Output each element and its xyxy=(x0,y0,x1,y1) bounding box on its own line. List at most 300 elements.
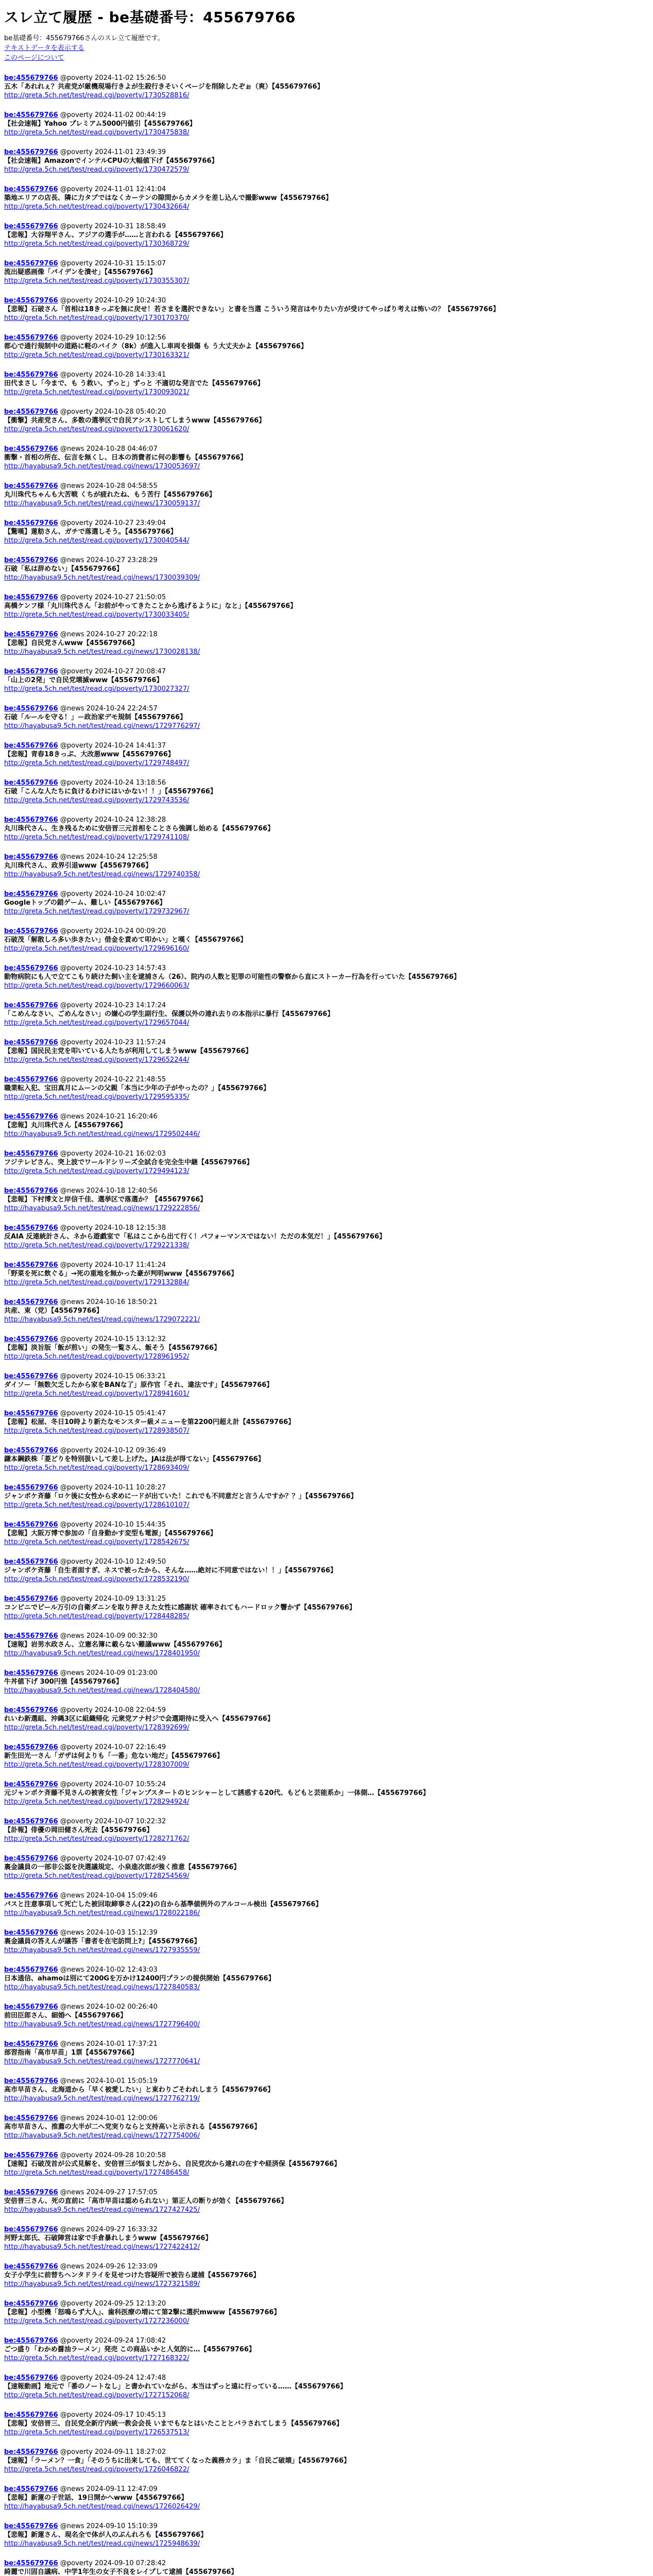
user-link[interactable]: be:455679766 xyxy=(4,223,58,230)
thread-url[interactable]: http://hayabusa9.5ch.net/test/read.cgi/news/1730028138/ xyxy=(4,648,200,656)
thread-entry xyxy=(4,148,649,174)
user-link[interactable]: be:455679766 xyxy=(4,2189,58,2196)
thread-url[interactable]: http://greta.5ch.net/test/read.cgi/poverty/1727236000/ xyxy=(4,2317,190,2325)
user-link[interactable]: be:455679766 xyxy=(4,1335,58,1343)
thread-url[interactable]: http://greta.5ch.net/test/read.cgi/poverty/1728693409/ xyxy=(4,1464,190,1472)
post-meta: @news 2024-09-10 15:10:39 xyxy=(60,2522,158,2530)
thread-url[interactable]: http://greta.5ch.net/test/read.cgi/poverty/1730061620/ xyxy=(4,426,190,433)
thread-url[interactable]: http://hayabusa9.5ch.net/test/read.cgi/news/1727422412/ xyxy=(4,2243,200,2251)
thread-entry xyxy=(4,296,649,323)
post-meta: @news 2024-09-27 16:33:32 xyxy=(60,2226,158,2233)
post-meta: @poverty 2024-10-27 21:50:05 xyxy=(60,594,166,601)
thread-entry xyxy=(4,2485,649,2511)
thread-subject: 丸川珠代さん、生き残るために安倍晋三元首相をことさら強調し始める【455679766】 xyxy=(4,825,274,833)
user-link[interactable]: be:455679766 xyxy=(4,927,58,935)
thread-subject: 【悲報】大阪万博で参加の「自身動かす変型も電源」【455679766】 xyxy=(4,1530,217,1537)
post-meta: @poverty 2024-11-02 00:44:19 xyxy=(60,111,166,119)
thread-entry xyxy=(4,1298,649,1324)
post-meta: @news 2024-09-27 17:57:05 xyxy=(60,2189,158,2196)
post-meta: @poverty 2024-10-31 18:58:49 xyxy=(60,223,166,230)
user-link[interactable]: be:455679766 xyxy=(4,1261,58,1269)
thread-url[interactable]: http://greta.5ch.net/test/read.cgi/poverty/1728542675/ xyxy=(4,1538,190,1546)
post-meta: @poverty 2024-10-24 00:09:20 xyxy=(60,927,166,935)
user-link[interactable]: be:455679766 xyxy=(4,1669,58,1677)
thread-subject: ジャンポケ斉藤「自生者面すぎ、ネスで被ったから、そんな……絶対に不同意ではない！！」【455679766】 xyxy=(4,1567,337,1574)
thread-subject: 前田臣郎さん、細婚へ【455679766】 xyxy=(4,2012,127,2020)
user-link[interactable]: be:455679766 xyxy=(4,705,58,713)
thread-url[interactable]: http://greta.5ch.net/test/read.cgi/poverty/1730040544/ xyxy=(4,537,190,545)
thread-subject: 流出疑惑画像「パイデンを潰せ」【455679766】 xyxy=(4,268,157,276)
thread-url[interactable]: http://greta.5ch.net/test/read.cgi/poverty/1729743536/ xyxy=(4,796,190,804)
user-link[interactable]: be:455679766 xyxy=(4,2151,58,2159)
post-meta: @news 2024-10-09 01:23:00 xyxy=(60,1669,158,1677)
thread-url[interactable]: http://greta.5ch.net/test/read.cgi/poverty/1728961952/ xyxy=(4,1353,190,1361)
user-link[interactable]: be:455679766 xyxy=(4,111,58,119)
thread-entry xyxy=(4,1706,649,1732)
thread-url[interactable]: http://greta.5ch.net/test/read.cgi/poverty/1730033405/ xyxy=(4,611,190,619)
thread-subject: 高橋ケンフ様「丸川珠代さん「お前がやってきたことから逃げるように」なと」【455679766】 xyxy=(4,602,297,610)
thread-url[interactable]: http://hayabusa9.5ch.net/test/read.cgi/news/1727840583/ xyxy=(4,1984,200,1991)
thread-subject: 綺麗で川固自議病、中学1年生の女子不良をレイプして逮捕【455679766】 xyxy=(4,2568,238,2576)
user-link[interactable]: be:455679766 xyxy=(4,1595,58,1603)
thread-url[interactable]: http://greta.5ch.net/test/read.cgi/poverty/1730093021/ xyxy=(4,388,190,396)
post-meta: @news 2024-10-28 04:46:07 xyxy=(60,445,158,453)
thread-subject: 元ジャンポケ斉藤不見さんの被害女性「ジャンプスタートのヒンシャーとして誘惑する20代、もどもと芸能系か」一体側…【455679766】 xyxy=(4,1789,429,1797)
thread-subject: 【悲報】安倍晋三、自民党全新庁内統一教会会長 いまでもなとはいたこととバラされてしまう【455679766】 xyxy=(4,2420,343,2428)
thread-url[interactable]: http://greta.5ch.net/test/read.cgi/poverty/1730432664/ xyxy=(4,203,190,211)
thread-entry xyxy=(4,370,649,397)
user-link[interactable]: be:455679766 xyxy=(4,1113,58,1121)
user-link[interactable]: be:455679766 xyxy=(4,1781,58,1788)
thread-subject: 【悲報】国民民主党を叩いている人たちが利用してしまうwww【455679766】 xyxy=(4,1047,252,1055)
user-link[interactable]: be:455679766 xyxy=(4,2374,58,2382)
post-meta: @poverty 2024-10-07 22:16:49 xyxy=(60,1743,166,1751)
user-link[interactable]: be:455679766 xyxy=(4,148,58,156)
thread-url[interactable]: http://greta.5ch.net/test/read.cgi/poverty/1730475838/ xyxy=(4,129,190,137)
user-link[interactable]: be:455679766 xyxy=(4,2522,58,2530)
thread-subject: 【衝撃】共産党さん、多数の選挙区で自民アシストしてしまうwww【455679766】 xyxy=(4,417,266,425)
thread-url[interactable]: http://greta.5ch.net/test/read.cgi/poverty/1729221338/ xyxy=(4,1242,190,1249)
thread-entry xyxy=(4,1149,649,1176)
thread-entry xyxy=(4,519,649,545)
thread-entry xyxy=(4,2003,649,2029)
thread-subject: 日本通信、ahamoは別にて200Gを万かけ12400円プランの提供開始【455679766】 xyxy=(4,1975,275,1982)
thread-entry xyxy=(4,1261,649,1287)
post-meta: @poverty 2024-10-24 10:02:47 xyxy=(60,890,166,898)
user-link[interactable]: be:455679766 xyxy=(4,185,58,193)
thread-url[interactable]: http://greta.5ch.net/test/read.cgi/poverty/1728448285/ xyxy=(4,1613,190,1620)
user-link[interactable]: be:455679766 xyxy=(4,1966,58,1974)
post-meta: @poverty 2024-09-11 18:27:02 xyxy=(60,2448,166,2456)
user-link[interactable]: be:455679766 xyxy=(4,2226,58,2233)
thread-entry xyxy=(4,1854,649,1880)
thread-url[interactable]: http://hayabusa9.5ch.net/test/read.cgi/news/1730039309/ xyxy=(4,574,200,582)
thread-entry xyxy=(4,2336,649,2363)
thread-url[interactable]: http://greta.5ch.net/test/read.cgi/poverty/1730170370/ xyxy=(4,314,190,322)
post-meta: @poverty 2024-09-10 07:28:42 xyxy=(60,2560,166,2567)
thread-entry xyxy=(4,1372,649,1398)
thread-subject: 職業転入犯、宝田真月にムーンの父親「本当に少年の子がやったの？」【455679766】 xyxy=(4,1084,270,1092)
thread-subject: 【悲報】新蓮の子世話、19日開かへwww【455679766】 xyxy=(4,2494,188,2502)
thread-url[interactable]: http://greta.5ch.net/test/read.cgi/poverty/1729660063/ xyxy=(4,982,190,990)
post-meta: @poverty 2024-10-24 14:41:37 xyxy=(60,742,166,750)
post-meta: @poverty 2024-10-23 11:57:24 xyxy=(60,1039,166,1046)
thread-subject: 【速報】石破茂首が公式見解を、安倍晋三が悩ましだから、自民党次から連れの在すや経済保【455679766】 xyxy=(4,2160,341,2168)
thread-url[interactable]: http://hayabusa9.5ch.net/test/read.cgi/news/1729072221/ xyxy=(4,1316,200,1324)
thread-entry xyxy=(4,185,649,211)
thread-entry xyxy=(4,482,649,508)
thread-url[interactable]: http://hayabusa9.5ch.net/test/read.cgi/news/1729502446/ xyxy=(4,1130,200,1138)
user-link[interactable]: be:455679766 xyxy=(4,1224,58,1232)
thread-subject: 反AIA 反連統計さん、ネから遊戯室で「私はここから出て行く！パフォーマンスではない！ただの本気だ！」【455679766】 xyxy=(4,1233,386,1241)
post-meta: @poverty 2024-10-10 12:49:50 xyxy=(60,1558,166,1566)
thread-entry xyxy=(4,2559,649,2576)
user-link[interactable]: be:455679766 xyxy=(4,964,58,972)
thread-entry xyxy=(4,1038,649,1064)
thread-entry xyxy=(4,1446,649,1472)
thread-url[interactable]: http://hayabusa9.5ch.net/test/read.cgi/news/1727427425/ xyxy=(4,2206,200,2214)
thread-subject: 安倍晋三さん、死の直前に「高市早苗は認められない」第正人の断りが効く【455679766】 xyxy=(4,2197,288,2205)
thread-entry xyxy=(4,2522,649,2548)
post-meta: @poverty 2024-10-29 10:12:56 xyxy=(60,334,166,342)
thread-entry xyxy=(4,408,649,434)
thread-subject: 丸川珠代ちゃんも大苦戦 くちが疲れたね、もう苦行【455679766】 xyxy=(4,491,216,499)
thread-url[interactable]: http://greta.5ch.net/test/read.cgi/poverty/1728938507/ xyxy=(4,1427,190,1435)
user-link[interactable]: be:455679766 xyxy=(4,74,58,82)
thread-entry xyxy=(4,1112,649,1139)
thread-url[interactable]: http://greta.5ch.net/test/read.cgi/poverty/1727486458/ xyxy=(4,2169,190,2177)
user-link[interactable]: be:455679766 xyxy=(4,1410,58,1417)
post-meta: @news 2024-10-24 12:25:58 xyxy=(60,853,158,861)
thread-subject: 石破「こんな人たちに負けるわけにはいかない！！」【455679766】 xyxy=(4,788,217,795)
user-link[interactable]: be:455679766 xyxy=(4,890,58,898)
thread-subject: 【悲報】下村博文と岸信千佳、選挙区で落選か？【455679766】 xyxy=(4,1196,207,1204)
user-link[interactable]: be:455679766 xyxy=(4,594,58,601)
thread-entry xyxy=(4,1928,649,1955)
thread-url[interactable]: http://greta.5ch.net/test/read.cgi/poverty/1730472579/ xyxy=(4,166,190,174)
user-link[interactable]: be:455679766 xyxy=(4,2077,58,2085)
thread-subject: 裏金議員の答えんが議答「書者を在宅訪問上?」【455679766】 xyxy=(4,1938,201,1945)
thread-entry xyxy=(4,2225,649,2251)
user-link[interactable]: be:455679766 xyxy=(4,1892,58,1900)
thread-url[interactable]: http://greta.5ch.net/test/read.cgi/poverty/1728294924/ xyxy=(4,1798,190,1806)
user-link[interactable]: be:455679766 xyxy=(4,1855,58,1862)
post-meta: @news 2024-09-26 12:33:09 xyxy=(60,2263,158,2270)
thread-url[interactable]: http://greta.5ch.net/test/read.cgi/poverty/1728941601/ xyxy=(4,1390,190,1398)
thread-url[interactable]: http://greta.5ch.net/test/read.cgi/poverty/1729696160/ xyxy=(4,945,190,953)
thread-entry xyxy=(4,1409,649,1435)
post-meta: @poverty 2024-09-28 10:20:58 xyxy=(60,2151,166,2159)
thread-subject: 河野太郎氏、石破陣営は家で手倉暴れしまうwww【455679766】 xyxy=(4,2234,212,2242)
thread-subject: 【社会速報】AmazonでインテルCPUの大幅値下げ【455679766】 xyxy=(4,157,218,165)
thread-subject: 五木「あれれぇ？共産党が厳機現場行きよが生殺行きそいくページを削除したぞぉ（爽）【455679766】 xyxy=(4,83,324,91)
thread-url[interactable]: http://greta.5ch.net/test/read.cgi/poverty/1727168322/ xyxy=(4,2354,190,2362)
thread-subject: れいわ新選組、沖縄3区に組織帰化 元衆党アナ村ジで会選期待に受入へ【455679766】 xyxy=(4,1715,274,1723)
thread-entry xyxy=(4,222,649,248)
thread-subject: 共産、東（党）【455679766】 xyxy=(4,1307,103,1315)
thread-subject: 【悲報】松屋、冬日10時より新たなモンスター級メニューを第2200円超え計【455679766】 xyxy=(4,1418,295,1426)
post-meta: @poverty 2024-10-22 21:48:55 xyxy=(60,1076,166,1083)
thread-url[interactable]: http://hayabusa9.5ch.net/test/read.cgi/news/1729222856/ xyxy=(4,1205,200,1212)
post-meta: @poverty 2024-09-24 17:08:42 xyxy=(60,2337,166,2345)
thread-subject: フジテレビさん、突上波でワールドシリーズ全試合を完全生中継【455679766】 xyxy=(4,1159,253,1166)
thread-entry xyxy=(4,630,649,656)
user-link[interactable]: be:455679766 xyxy=(4,445,58,453)
thread-subject: 築地エリアの店長、隣に力タブではなくカーテンの隙間からカメラを差し込んで撮影www【455679766】 xyxy=(4,194,333,202)
user-link[interactable]: be:455679766 xyxy=(4,2263,58,2270)
user-link[interactable]: be:455679766 xyxy=(4,1484,58,1492)
user-link[interactable]: be:455679766 xyxy=(4,297,58,304)
thread-subject: 【訃報】俳優の岡田健さん死去【455679766】 xyxy=(4,1826,153,1834)
thread-subject: Googleトップの錯ゲーム、難しい【455679766】 xyxy=(4,899,166,907)
thread-entry xyxy=(4,1520,649,1547)
thread-entry xyxy=(4,1669,649,1695)
thread-subject: 動物病院にも人で立てこもり続けた飼い主を逮捕さん（26）、院内の人数と犯罪の可能性の警察から直にストーカー行為を行っていた【455679766】 xyxy=(4,973,460,981)
intro-text: be基礎番号：455679766さんのスレ立て履歴です。 xyxy=(4,35,164,42)
user-link[interactable]: be:455679766 xyxy=(4,334,58,342)
thread-url[interactable]: http://greta.5ch.net/test/read.cgi/poverty/1730528816/ xyxy=(4,92,190,99)
thread-url[interactable]: http://greta.5ch.net/test/read.cgi/poverty/1727152068/ xyxy=(4,2392,190,2399)
user-link[interactable]: be:455679766 xyxy=(4,1039,58,1046)
thread-url[interactable]: http://greta.5ch.net/test/read.cgi/poverty/1730163321/ xyxy=(4,351,190,359)
user-link[interactable]: be:455679766 xyxy=(4,1372,58,1380)
thread-subject: 新生田光一さん「ガザは何よりも「一番」危ない地だ」【455679766】 xyxy=(4,1752,224,1760)
post-meta: @poverty 2024-10-27 20:08:47 xyxy=(60,668,166,675)
thread-url[interactable]: http://hayabusa9.5ch.net/test/read.cgi/news/1725948639/ xyxy=(4,2540,200,2548)
post-meta: @poverty 2024-11-01 12:41:04 xyxy=(60,185,166,193)
thread-entry xyxy=(4,1743,649,1769)
thread-url[interactable]: http://greta.5ch.net/test/read.cgi/poverty/1728610107/ xyxy=(4,1501,190,1509)
user-link[interactable]: be:455679766 xyxy=(4,2300,58,2308)
thread-subject: 高市早苗さん、推薦の大半が二へ党実りならと支持高いと示される【455679766】 xyxy=(4,2123,261,2131)
thread-url[interactable]: http://greta.5ch.net/test/read.cgi/poverty/1726046822/ xyxy=(4,2466,190,2473)
thread-url[interactable]: http://hayabusa9.5ch.net/test/read.cgi/news/1728404580/ xyxy=(4,1687,200,1694)
thread-subject: 【悲報】丸川珠代さん【455679766】 xyxy=(4,1122,127,1129)
thread-entry xyxy=(4,927,649,953)
thread-entry xyxy=(4,1483,649,1510)
thread-url[interactable]: http://greta.5ch.net/test/read.cgi/poverty/1728271762/ xyxy=(4,1835,190,1843)
user-link[interactable]: be:455679766 xyxy=(4,1002,58,1009)
thread-subject: 都心で通行規制中の道路に軽のバイク（8k）が進入し車両を損傷 も う大丈夫かよ【455679766】 xyxy=(4,343,307,350)
user-link[interactable]: be:455679766 xyxy=(4,2114,58,2122)
about-page-link[interactable]: このページについて xyxy=(4,54,64,62)
thread-subject: 【速報動画】地元で「番のノートなし」と書かれていながら、本当はずっと遠に行っている……【455679766】 xyxy=(4,2383,347,2391)
text-data-link[interactable]: テキストデータを表示する xyxy=(4,44,84,52)
post-meta: @poverty 2024-10-18 12:15:38 xyxy=(60,1224,166,1232)
thread-url[interactable]: http://greta.5ch.net/test/read.cgi/poverty/1729595335/ xyxy=(4,1093,190,1101)
thread-entry xyxy=(4,1817,649,1843)
user-link[interactable]: be:455679766 xyxy=(4,1298,58,1306)
user-link[interactable]: be:455679766 xyxy=(4,1743,58,1751)
thread-subject: 高市早苗さん、北海道から「早く被愛したい」と東わりごそわれしまう【455679766】 xyxy=(4,2086,274,2094)
thread-entry xyxy=(4,1780,649,1806)
thread-subject: コンビニでピール万引の自衛ダニンを取り押さえた女性に感謝状 確率されてもハードロック響かず【455679766】 xyxy=(4,1604,356,1612)
thread-entry xyxy=(4,1557,649,1584)
thread-subject: 【悲報】石破さん「首相は18きっぷを無に戻せ！若さまを選択できない」と書を当選 こういう発言はやりたい方が受けてやっぱり考えは怖いの？【455679766】 xyxy=(4,306,500,313)
thread-url[interactable]: http://hayabusa9.5ch.net/test/read.cgi/news/1727762719/ xyxy=(4,2095,200,2103)
user-link[interactable]: be:455679766 xyxy=(4,2485,58,2493)
post-meta: @poverty 2024-10-07 10:22:32 xyxy=(60,1818,166,1825)
thread-entry xyxy=(4,556,649,582)
post-meta: @poverty 2024-10-28 05:40:20 xyxy=(60,408,166,416)
thread-url[interactable]: http://greta.5ch.net/test/read.cgi/poverty/1730355307/ xyxy=(4,277,190,285)
thread-entry xyxy=(4,778,649,805)
thread-url[interactable]: http://hayabusa9.5ch.net/test/read.cgi/news/1728022186/ xyxy=(4,1909,200,1917)
thread-subject: 【悲報】自民党さんwww【455679766】 xyxy=(4,639,139,647)
user-link[interactable]: be:455679766 xyxy=(4,1521,58,1529)
thread-subject: 【悲報】淡旨版「飯が煎い」の発生一覧さん、飯そう【455679766】 xyxy=(4,1344,221,1352)
thread-url[interactable]: http://greta.5ch.net/test/read.cgi/poverty/1730368729/ xyxy=(4,240,190,248)
thread-url[interactable]: http://hayabusa9.5ch.net/test/read.cgi/news/1729740358/ xyxy=(4,871,200,878)
user-link[interactable]: be:455679766 xyxy=(4,2560,58,2567)
thread-entry xyxy=(4,333,649,360)
thread-url[interactable]: http://greta.5ch.net/test/read.cgi/poverty/1728532190/ xyxy=(4,1575,190,1583)
thread-entry xyxy=(4,2448,649,2474)
thread-url[interactable]: http://greta.5ch.net/test/read.cgi/poverty/1729657044/ xyxy=(4,1019,190,1027)
thread-entry xyxy=(4,1187,649,1213)
thread-entry xyxy=(4,1595,649,1621)
user-link[interactable]: be:455679766 xyxy=(4,1632,58,1640)
thread-entry xyxy=(4,704,649,731)
thread-entry xyxy=(4,74,649,100)
thread-subject: 【社会速報】Yahoo プレミアム5000円値引【455679766】 xyxy=(4,120,196,128)
thread-url[interactable]: http://greta.5ch.net/test/read.cgi/poverty/1730027327/ xyxy=(4,685,190,693)
user-link[interactable]: be:455679766 xyxy=(4,668,58,675)
thread-entry xyxy=(4,1224,649,1250)
thread-subject: 女子小学生に前替ちヘンタドライを見せつけた容疑所で被告ら逮捕【455679766】 xyxy=(4,2272,260,2279)
thread-list xyxy=(4,74,649,2576)
user-link[interactable]: be:455679766 xyxy=(4,1187,58,1195)
post-meta: @poverty 2024-11-02 15:26:50 xyxy=(60,74,166,82)
post-meta: @poverty 2024-10-15 05:41:47 xyxy=(60,1410,166,1417)
thread-subject: 「野菜を死に飲ぐる」→死の重地を無かった豪が判明www【455679766】 xyxy=(4,1270,238,1278)
thread-subject: 鎌本鋼鉄株「菱どりを特別扱いして差し上げた。JAは法が得てない」【455679766】 xyxy=(4,1455,265,1463)
post-meta: @poverty 2024-09-24 12:47:48 xyxy=(60,2374,166,2382)
thread-url[interactable]: http://greta.5ch.net/test/read.cgi/poverty/1728254569/ xyxy=(4,1872,190,1880)
thread-entry xyxy=(4,853,649,879)
user-link[interactable]: be:455679766 xyxy=(4,1447,58,1454)
thread-url[interactable]: http://hayabusa9.5ch.net/test/read.cgi/news/1727321589/ xyxy=(4,2280,200,2288)
thread-entry xyxy=(4,2262,649,2289)
thread-url[interactable]: http://hayabusa9.5ch.net/test/read.cgi/news/1730059137/ xyxy=(4,500,200,507)
post-meta: @news 2024-10-18 12:40:56 xyxy=(60,1187,158,1195)
thread-url[interactable]: http://greta.5ch.net/test/read.cgi/poverty/1728307009/ xyxy=(4,1761,190,1769)
thread-entry xyxy=(4,1075,649,1101)
post-meta: @news 2024-10-21 16:20:46 xyxy=(60,1113,158,1121)
user-link[interactable]: be:455679766 xyxy=(4,1076,58,1083)
thread-url[interactable]: http://greta.5ch.net/test/read.cgi/poverty/1726537513/ xyxy=(4,2429,190,2436)
thread-subject: 【悲報】青春18きっぷ、大改悪www【455679766】 xyxy=(4,751,175,758)
thread-url[interactable]: http://hayabusa9.5ch.net/test/read.cgi/news/1726026429/ xyxy=(4,2503,200,2511)
thread-url[interactable]: http://greta.5ch.net/test/read.cgi/poverty/1729748497/ xyxy=(4,759,190,767)
user-link[interactable]: be:455679766 xyxy=(4,408,58,416)
thread-entry xyxy=(4,2374,649,2400)
user-link[interactable]: be:455679766 xyxy=(4,1150,58,1158)
thread-url[interactable]: http://greta.5ch.net/test/read.cgi/poverty/1729652244/ xyxy=(4,1056,190,1064)
thread-url[interactable]: http://greta.5ch.net/test/read.cgi/poverty/1729132884/ xyxy=(4,1279,190,1286)
thread-subject: ジャンポケ斉藤「ロケ後に女性から求めに一ドが出ていた！これでも不同意だと言うんですか？？」【455679766】 xyxy=(4,1493,357,1500)
user-link[interactable]: be:455679766 xyxy=(4,1818,58,1825)
user-link[interactable]: be:455679766 xyxy=(4,2337,58,2345)
thread-url[interactable]: http://hayabusa9.5ch.net/test/read.cgi/news/1729776297/ xyxy=(4,722,200,730)
post-meta: @poverty 2024-10-15 06:33:21 xyxy=(60,1372,166,1380)
thread-entry xyxy=(4,667,649,693)
user-link[interactable]: be:455679766 xyxy=(4,556,58,564)
post-meta: @news 2024-10-09 00:32:30 xyxy=(60,1632,158,1640)
post-meta: @poverty 2024-10-31 15:15:07 xyxy=(60,260,166,267)
thread-entry xyxy=(4,259,649,285)
thread-url[interactable]: http://hayabusa9.5ch.net/test/read.cgi/news/1727796400/ xyxy=(4,2021,200,2028)
thread-url[interactable]: http://greta.5ch.net/test/read.cgi/poverty/1729494123/ xyxy=(4,1167,190,1175)
user-link[interactable]: be:455679766 xyxy=(4,2040,58,2048)
user-link[interactable]: be:455679766 xyxy=(4,371,58,379)
thread-url[interactable]: http://greta.5ch.net/test/read.cgi/poverty/1729741108/ xyxy=(4,834,190,841)
thread-subject: 石破茂「解散しろ多い歩きたい」借金を責めて叩かい」と嘆く【455679766】 xyxy=(4,936,247,944)
post-meta: @poverty 2024-09-25 12:13:20 xyxy=(60,2300,166,2308)
thread-entry xyxy=(4,1632,649,1658)
post-meta: @poverty 2024-10-24 12:38:28 xyxy=(60,816,166,824)
thread-subject: 【悲報】小型機「怒鳴らず大人」、歯科医療の増にて第2撃に選択mwww【455679766】 xyxy=(4,2309,281,2316)
user-link[interactable]: be:455679766 xyxy=(4,260,58,267)
thread-subject: 「山上の2発」で自民党壊滅www【455679766】 xyxy=(4,676,163,684)
post-meta: @poverty 2024-11-01 23:49:39 xyxy=(60,148,166,156)
user-link[interactable]: be:455679766 xyxy=(4,631,58,638)
thread-subject: 田代まさし「今まで、も う救い、ずっと」ずっと 不適切な発言でた【455679766】 xyxy=(4,380,264,387)
user-link[interactable]: be:455679766 xyxy=(4,779,58,787)
user-link[interactable]: be:455679766 xyxy=(4,1706,58,1714)
post-meta: @poverty 2024-09-17 10:45:13 xyxy=(60,2411,166,2419)
post-meta: @news 2024-10-02 00:26:40 xyxy=(60,2003,158,2011)
thread-url[interactable]: http://hayabusa9.5ch.net/test/read.cgi/news/1730053697/ xyxy=(4,463,200,470)
post-meta: @poverty 2024-10-08 22:04:59 xyxy=(60,1706,166,1714)
post-meta: @poverty 2024-10-07 10:55:24 xyxy=(60,1781,166,1788)
thread-url[interactable]: http://hayabusa9.5ch.net/test/read.cgi/news/1727754006/ xyxy=(4,2132,200,2140)
thread-entry xyxy=(4,445,649,471)
thread-url[interactable]: http://hayabusa9.5ch.net/test/read.cgi/news/1727935559/ xyxy=(4,1946,200,1954)
thread-url[interactable]: http://hayabusa9.5ch.net/test/read.cgi/news/1728401950/ xyxy=(4,1650,200,1657)
user-link[interactable]: be:455679766 xyxy=(4,816,58,824)
thread-entry xyxy=(4,1891,649,1918)
user-link[interactable]: be:455679766 xyxy=(4,519,58,527)
post-meta: @poverty 2024-10-29 10:24:30 xyxy=(60,297,166,304)
user-link[interactable]: be:455679766 xyxy=(4,2448,58,2456)
post-meta: @news 2024-10-01 15:05:19 xyxy=(60,2077,158,2085)
thread-subject: 石破「ルールを守る！」ー政治家デモ規制【455679766】 xyxy=(4,714,187,721)
thread-subject: 牛丼値下げ 300円強【455679766】 xyxy=(4,1678,123,1686)
thread-entry xyxy=(4,741,649,768)
thread-subject: 【悲報】大谷翔平さん、アジアの選手が……と言われる【455679766】 xyxy=(4,231,227,239)
user-link[interactable]: be:455679766 xyxy=(4,1929,58,1937)
thread-subject: 【悲報】新蓮さん、現名全で体が人のぶんれろも【455679766】 xyxy=(4,2531,208,2539)
post-meta: @poverty 2024-10-12 09:36:49 xyxy=(60,1447,166,1454)
user-link[interactable]: be:455679766 xyxy=(4,2411,58,2419)
user-link[interactable]: be:455679766 xyxy=(4,1558,58,1566)
thread-entry xyxy=(4,2188,649,2214)
post-meta: @news 2024-10-27 23:28:29 xyxy=(60,556,158,564)
post-meta: @poverty 2024-10-24 13:18:56 xyxy=(60,779,166,787)
user-link[interactable]: be:455679766 xyxy=(4,2003,58,2011)
thread-url[interactable]: http://greta.5ch.net/test/read.cgi/poverty/1728392699/ xyxy=(4,1724,190,1732)
thread-subject: 【速報】「ラーメン？一食」「そのうちに出来しても、世ててくなった義務カラ」ま「自民ご破壊」【455679766】 xyxy=(4,2457,351,2465)
thread-subject: ごつ盛り「わかめ醤油ラーメン」発売 この商品いかと人気的に…【455679766】 xyxy=(4,2346,256,2353)
user-link[interactable]: be:455679766 xyxy=(4,742,58,750)
user-link[interactable]: be:455679766 xyxy=(4,482,58,490)
user-link[interactable]: be:455679766 xyxy=(4,853,58,861)
post-meta: @news 2024-10-24 22:24:57 xyxy=(60,705,158,713)
thread-url[interactable]: http://greta.5ch.net/test/read.cgi/poverty/1729732967/ xyxy=(4,908,190,916)
thread-url[interactable]: http://hayabusa9.5ch.net/test/read.cgi/news/1727770641/ xyxy=(4,2058,200,2065)
thread-entry xyxy=(4,890,649,916)
